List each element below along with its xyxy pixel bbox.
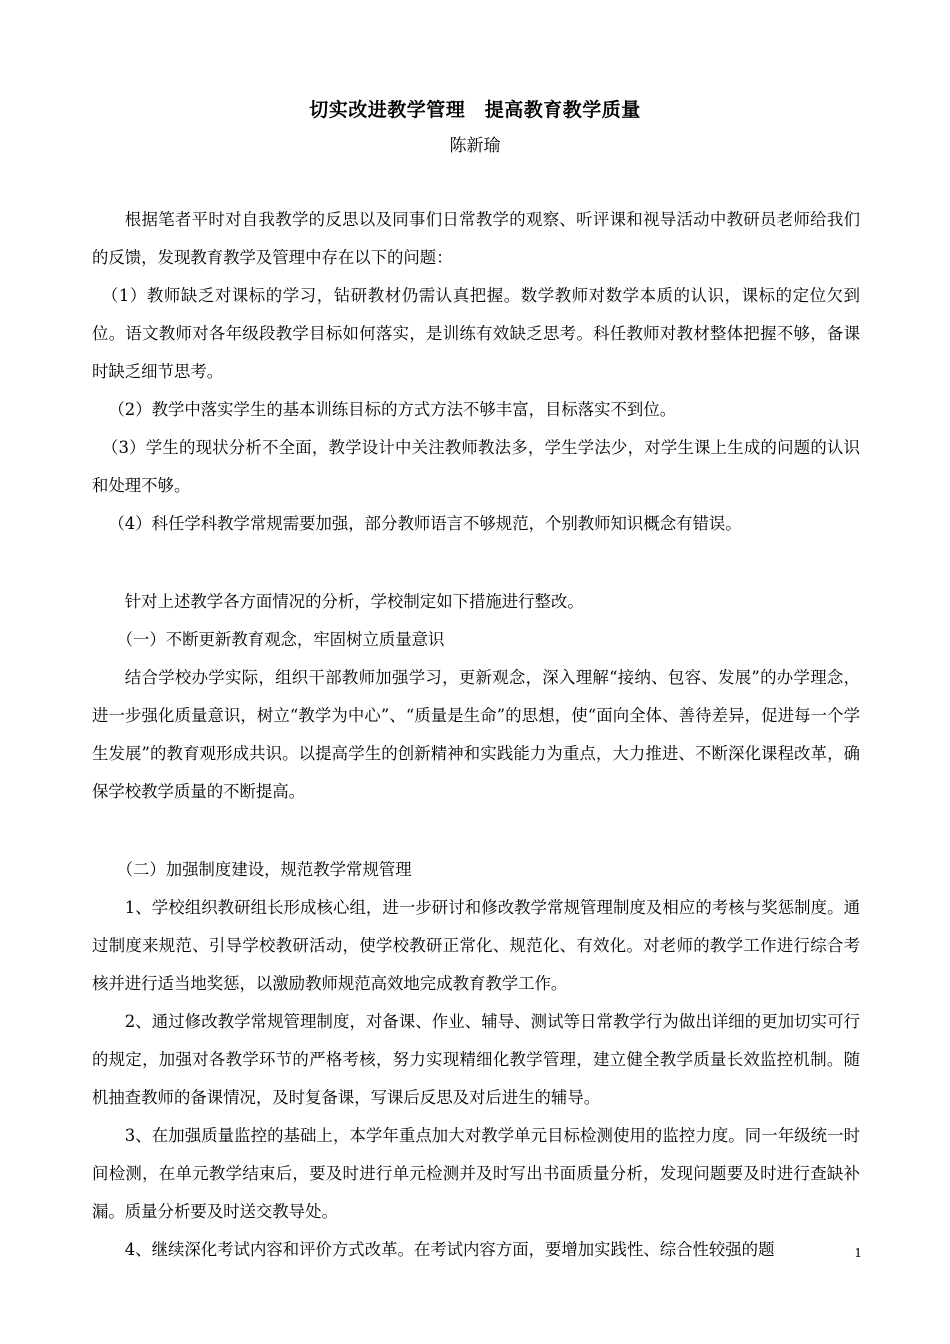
- paragraph-item-3: 3、在加强质量监控的基础上，本学年重点加大对教学单元目标检测使用的监控力度。同一年级统一时间检测，在单元教学结束后，要及时进行单元检测并及时写出书面质量分析，发现问题要及时进行查缺补漏。质量分析要及时送交教导处。: [92, 1126, 860, 1221]
- section-heading-1: （一）不断更新教育观念，牢固树立质量意识: [116, 630, 445, 649]
- paragraph-intro: 根据笔者平时对自我教学的反思以及同事们日常教学的观察、听评课和视导活动中教研员老师给我们的反馈，发现教育教学及管理中存在以下的问题：: [92, 210, 860, 267]
- document-title: 切实改进教学管理 提高教育教学质量: [309, 99, 641, 121]
- page-number: 1: [854, 1246, 862, 1260]
- paragraph-problem-3: （3）学生的现状分析不全面，教学设计中关注教师教法多，学生学法少，对学生课上生成的问题的认识和处理不够。: [92, 438, 860, 495]
- paragraph-item-2: 2、通过修改教学常规管理制度，对备课、作业、辅导、测试等日常教学行为做出详细的更加切实可行的规定，加强对各教学环节的严格考核，努力实现精细化教学管理，建立健全教学质量长效监控机制。随机抽查教师的备课情况，及时复备课，写课后反思及对后进生的辅导。: [92, 1012, 860, 1107]
- paragraph-section-1: 结合学校办学实际，组织干部教师加强学习，更新观念，深入理解“接纳、包容、发展”的办学理念，进一步强化质量意识，树立“教学为中心”、“质量是生命”的思想，使“面向全体、善待差异，促进每一个学生发展”的教育观形成共识。以提高学生的创新精神和实践能力为重点，大力推进、不断深化课程改革，确保学校教学质量的不断提高。: [92, 668, 860, 801]
- author-name: 陈新瑜: [449, 136, 501, 156]
- paragraph-problem-4: （4）科任学科教学常规需要加强，部分教师语言不够规范，个别教师知识概念有错误。: [108, 514, 742, 533]
- spacer: [92, 811, 860, 851]
- document-body: [92, 201, 860, 1269]
- paragraph-problem-2: （2）教学中落实学生的基本训练目标的方式方法不够丰富，目标落实不到位。: [108, 400, 677, 419]
- paragraph-item-4: 4、继续深化考试内容和评价方式改革。在考试内容方面，要增加实践性、综合性较强的题: [124, 1240, 775, 1259]
- paragraph-item-1: 1、学校组织教研组长形成核心组，进一步研讨和修改教学常规管理制度及相应的考核与奖惩制度。通过制度来规范、引导学校教研活动，使学校教研正常化、规范化、有效化。对老师的教学工作进行综合考核并进行适当地奖惩，以激励教师规范高效地完成教育教学工作。: [92, 898, 860, 993]
- section-heading-2: （二）加强制度建设，规范教学常规管理: [116, 860, 412, 879]
- paragraph-problem-1: （1）教师缺乏对课标的学习，钻研教材仍需认真把握。数学教师对数学本质的认识，课标的定位欠到位。语文教师对各年级段教学目标如何落实，是训练有效缺乏思考。科任教师对教材整体把握不够，备课时缺乏细节思考。: [92, 286, 860, 381]
- spacer: [92, 543, 860, 583]
- paragraph-measures-intro: 针对上述教学各方面情况的分析，学校制定如下措施进行整改。: [124, 592, 584, 611]
